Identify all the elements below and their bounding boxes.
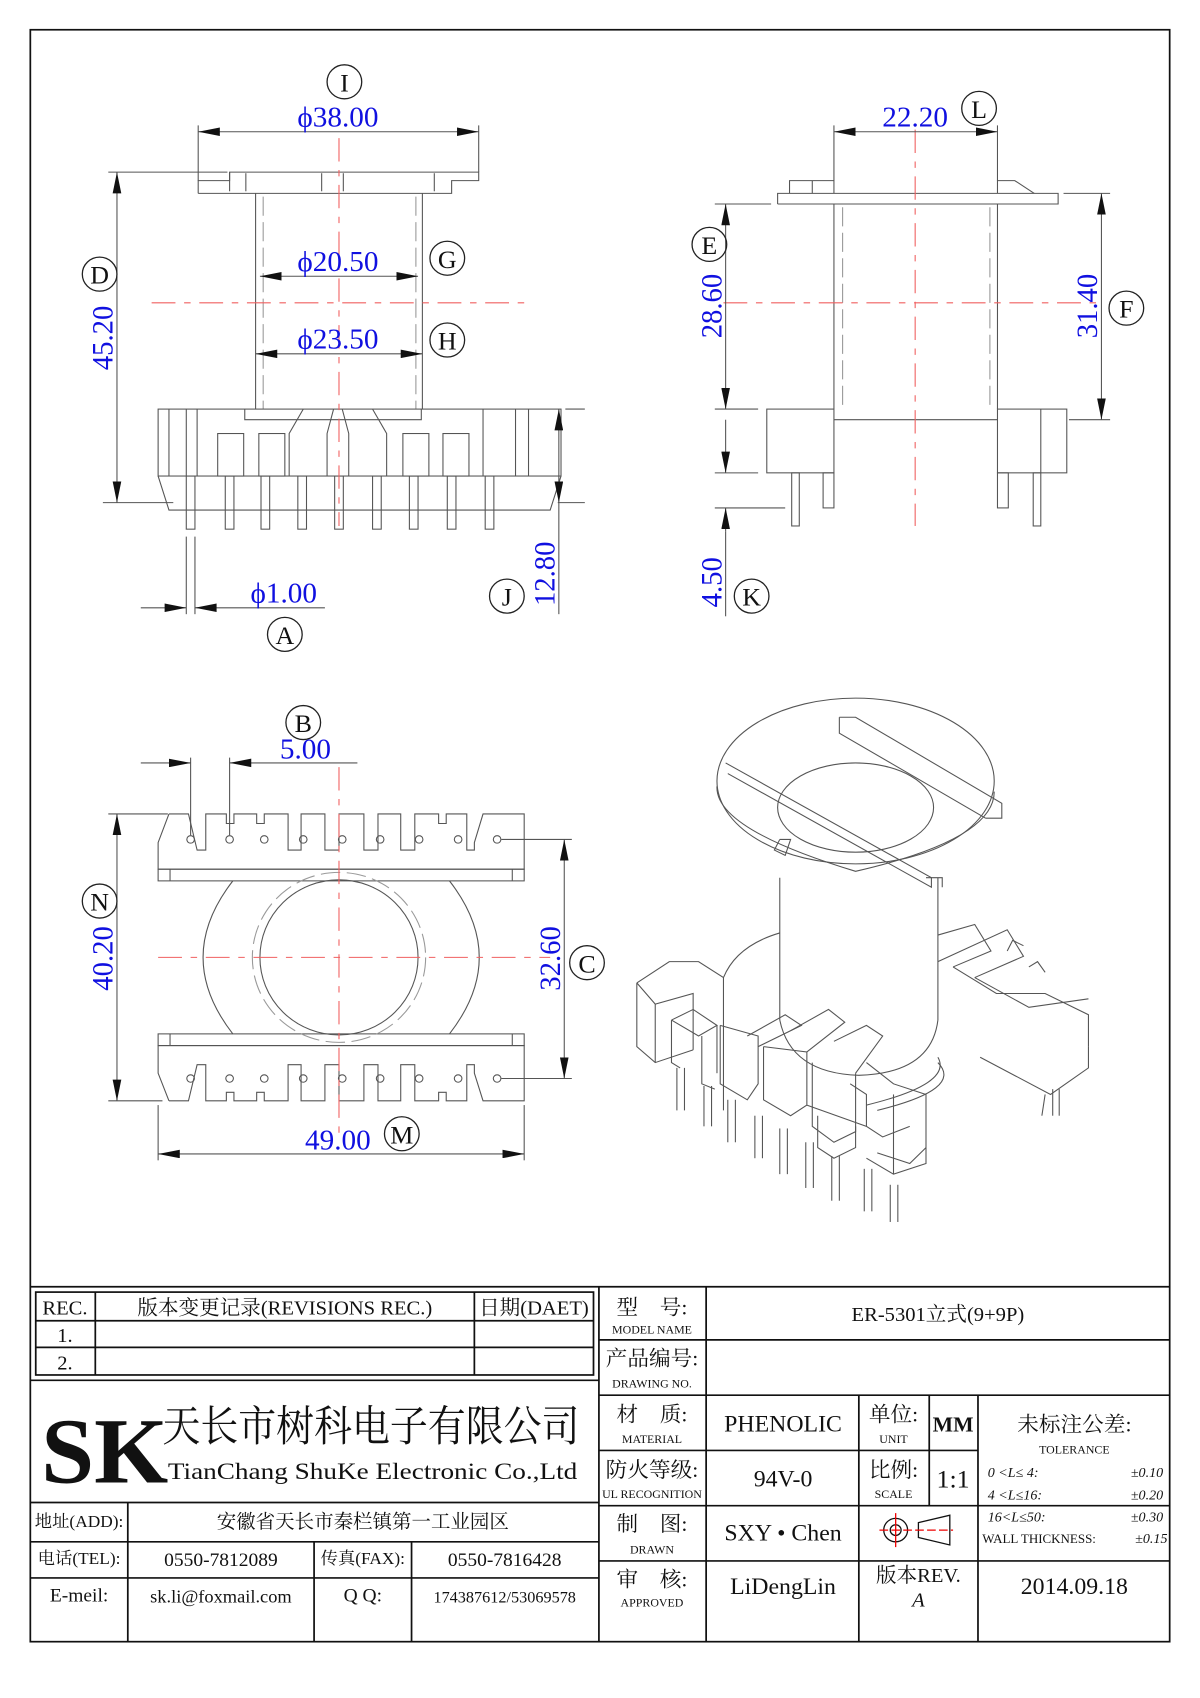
material-label-en: MATERIAL	[621, 1432, 683, 1446]
dim-A-label: A	[275, 621, 295, 650]
title-block	[30, 1287, 1169, 1642]
tolerance-value-2: ±0.20	[1130, 1488, 1164, 1504]
dim-I-value: ϕ38.00	[297, 101, 379, 134]
dim-G-value: ϕ20.50	[297, 246, 379, 278]
tolerance-title-en: TOLERANCE	[1039, 1442, 1110, 1457]
front-view	[82, 65, 585, 652]
qq-label: Q Q:	[343, 1585, 383, 1607]
dim-I-label: I	[340, 68, 349, 98]
dim-D-label: D	[90, 260, 110, 290]
scale-label-cn: 比例:	[868, 1458, 919, 1482]
tolerance-range-3: 16<L≤50:	[987, 1510, 1046, 1526]
address-label: 地址(ADD):	[34, 1512, 124, 1531]
front-pins	[186, 476, 494, 529]
date-value: 2014.09.18	[1020, 1574, 1128, 1600]
dim-F-label: F	[1119, 294, 1134, 324]
dim-J-label: J	[501, 582, 512, 612]
dim-F-value: 31.40	[1071, 273, 1105, 339]
revision-label: 版本REV.	[876, 1565, 961, 1588]
dim-E-label: E	[701, 231, 718, 260]
fax-value: 0550-7816428	[447, 1550, 562, 1572]
tolerance-range-1: 0 <L≤ 4:	[987, 1466, 1039, 1481]
rev-row-1-rec: 1.	[57, 1325, 73, 1347]
company-name-en: TianChang ShuKe Electronic Co.,Ltd	[167, 1459, 578, 1486]
dim-N-label: N	[90, 887, 110, 917]
ul-value: 94V-0	[753, 1466, 813, 1493]
model-label-cn: 型 号:	[616, 1295, 688, 1320]
tolerance-value-3: ±0.30	[1130, 1510, 1164, 1526]
qq-value: 174387612/53069578	[433, 1589, 576, 1607]
dim-L-value: 22.20	[882, 101, 949, 134]
drawn-value: SXY • Chen	[724, 1520, 842, 1547]
rev-header-desc: 版本变更记录(REVISIONS REC.)	[137, 1297, 433, 1320]
dim-G-label: G	[437, 244, 457, 274]
approved-label-en: APPROVED	[620, 1595, 684, 1610]
ul-label-en: UL RECOGNITION	[602, 1487, 702, 1502]
projection-symbol-icon	[879, 1513, 953, 1547]
unit-label-cn: 单位:	[868, 1402, 919, 1427]
tolerance-title-cn: 未标注公差:	[1017, 1412, 1132, 1437]
dim-J-value: 12.80	[529, 541, 562, 607]
dim-H-label: H	[437, 326, 457, 356]
drawing-no-label-cn: 产品编号:	[605, 1346, 699, 1371]
model-label-en: MODEL NAME	[612, 1322, 692, 1337]
dim-A-value: ϕ1.00	[250, 577, 318, 610]
scale-label-en: SCALE	[874, 1487, 913, 1502]
scale-value: 1:1	[936, 1464, 970, 1494]
tolerance-value-4: ±0.15	[1135, 1531, 1168, 1547]
dim-C-value: 32.60	[534, 926, 567, 991]
company-logo	[41, 1400, 168, 1503]
dim-B-value: 5.00	[279, 733, 331, 766]
dim-L-label: L	[971, 95, 988, 124]
tolerance-value-1: ±0.10	[1130, 1466, 1164, 1481]
dim-E-value: 28.60	[696, 273, 729, 339]
approved-value: LiDengLin	[730, 1574, 836, 1600]
rev-header-rec: REC.	[42, 1297, 88, 1320]
dim-M-label: M	[390, 1120, 414, 1150]
dim-M-value: 49.00	[305, 1124, 371, 1157]
unit-value: MM	[932, 1412, 974, 1437]
rev-row-2-rec: 2.	[57, 1352, 73, 1375]
tolerance-range-2: 4 <L≤16:	[987, 1488, 1043, 1504]
dim-B-label: B	[294, 709, 312, 739]
rev-header-date: 日期(DAET)	[479, 1297, 589, 1320]
dim-D-value: 45.20	[87, 305, 120, 371]
drawn-label-cn: 制 图:	[616, 1512, 688, 1537]
email-label: E-meil:	[49, 1585, 109, 1607]
fax-label: 传真(FAX):	[320, 1549, 405, 1569]
unit-label-en: UNIT	[879, 1432, 908, 1446]
side-view	[692, 91, 1144, 616]
tel-label: 电话(TEL):	[37, 1549, 121, 1569]
svg-text:SK: SK	[41, 1400, 169, 1504]
material-value: PHENOLIC	[724, 1411, 842, 1438]
material-label-cn: 材 质:	[616, 1402, 688, 1427]
isometric-view	[637, 698, 1089, 1222]
revision-value: A	[912, 1589, 925, 1612]
tel-value: 0550-7812089	[164, 1550, 278, 1572]
company-name-cn: 天长市树科电子有限公司	[162, 1404, 580, 1451]
dim-C-label: C	[578, 949, 596, 979]
email-link[interactable]: sk.li@foxmail.com	[150, 1586, 292, 1607]
model-value: ER-5301立式(9+9P)	[851, 1303, 1025, 1326]
drawing-no-label-en: DRAWING NO.	[612, 1376, 692, 1391]
dim-H-value: ϕ23.50	[297, 323, 379, 356]
approved-label-cn: 审 核:	[616, 1567, 688, 1592]
drawn-label-en: DRAWN	[629, 1542, 675, 1557]
dim-K-label: K	[742, 582, 762, 612]
tolerance-range-4: WALL THICKNESS:	[982, 1531, 1096, 1546]
dim-N-value: 40.20	[87, 926, 120, 991]
bottom-view	[82, 706, 604, 1161]
dim-K-value: 4.50	[696, 557, 729, 608]
sheet-border	[30, 30, 1169, 1642]
address-value: 安徽省天长市秦栏镇第一工业园区	[216, 1512, 509, 1533]
ul-label-cn: 防火等级:	[605, 1458, 699, 1482]
